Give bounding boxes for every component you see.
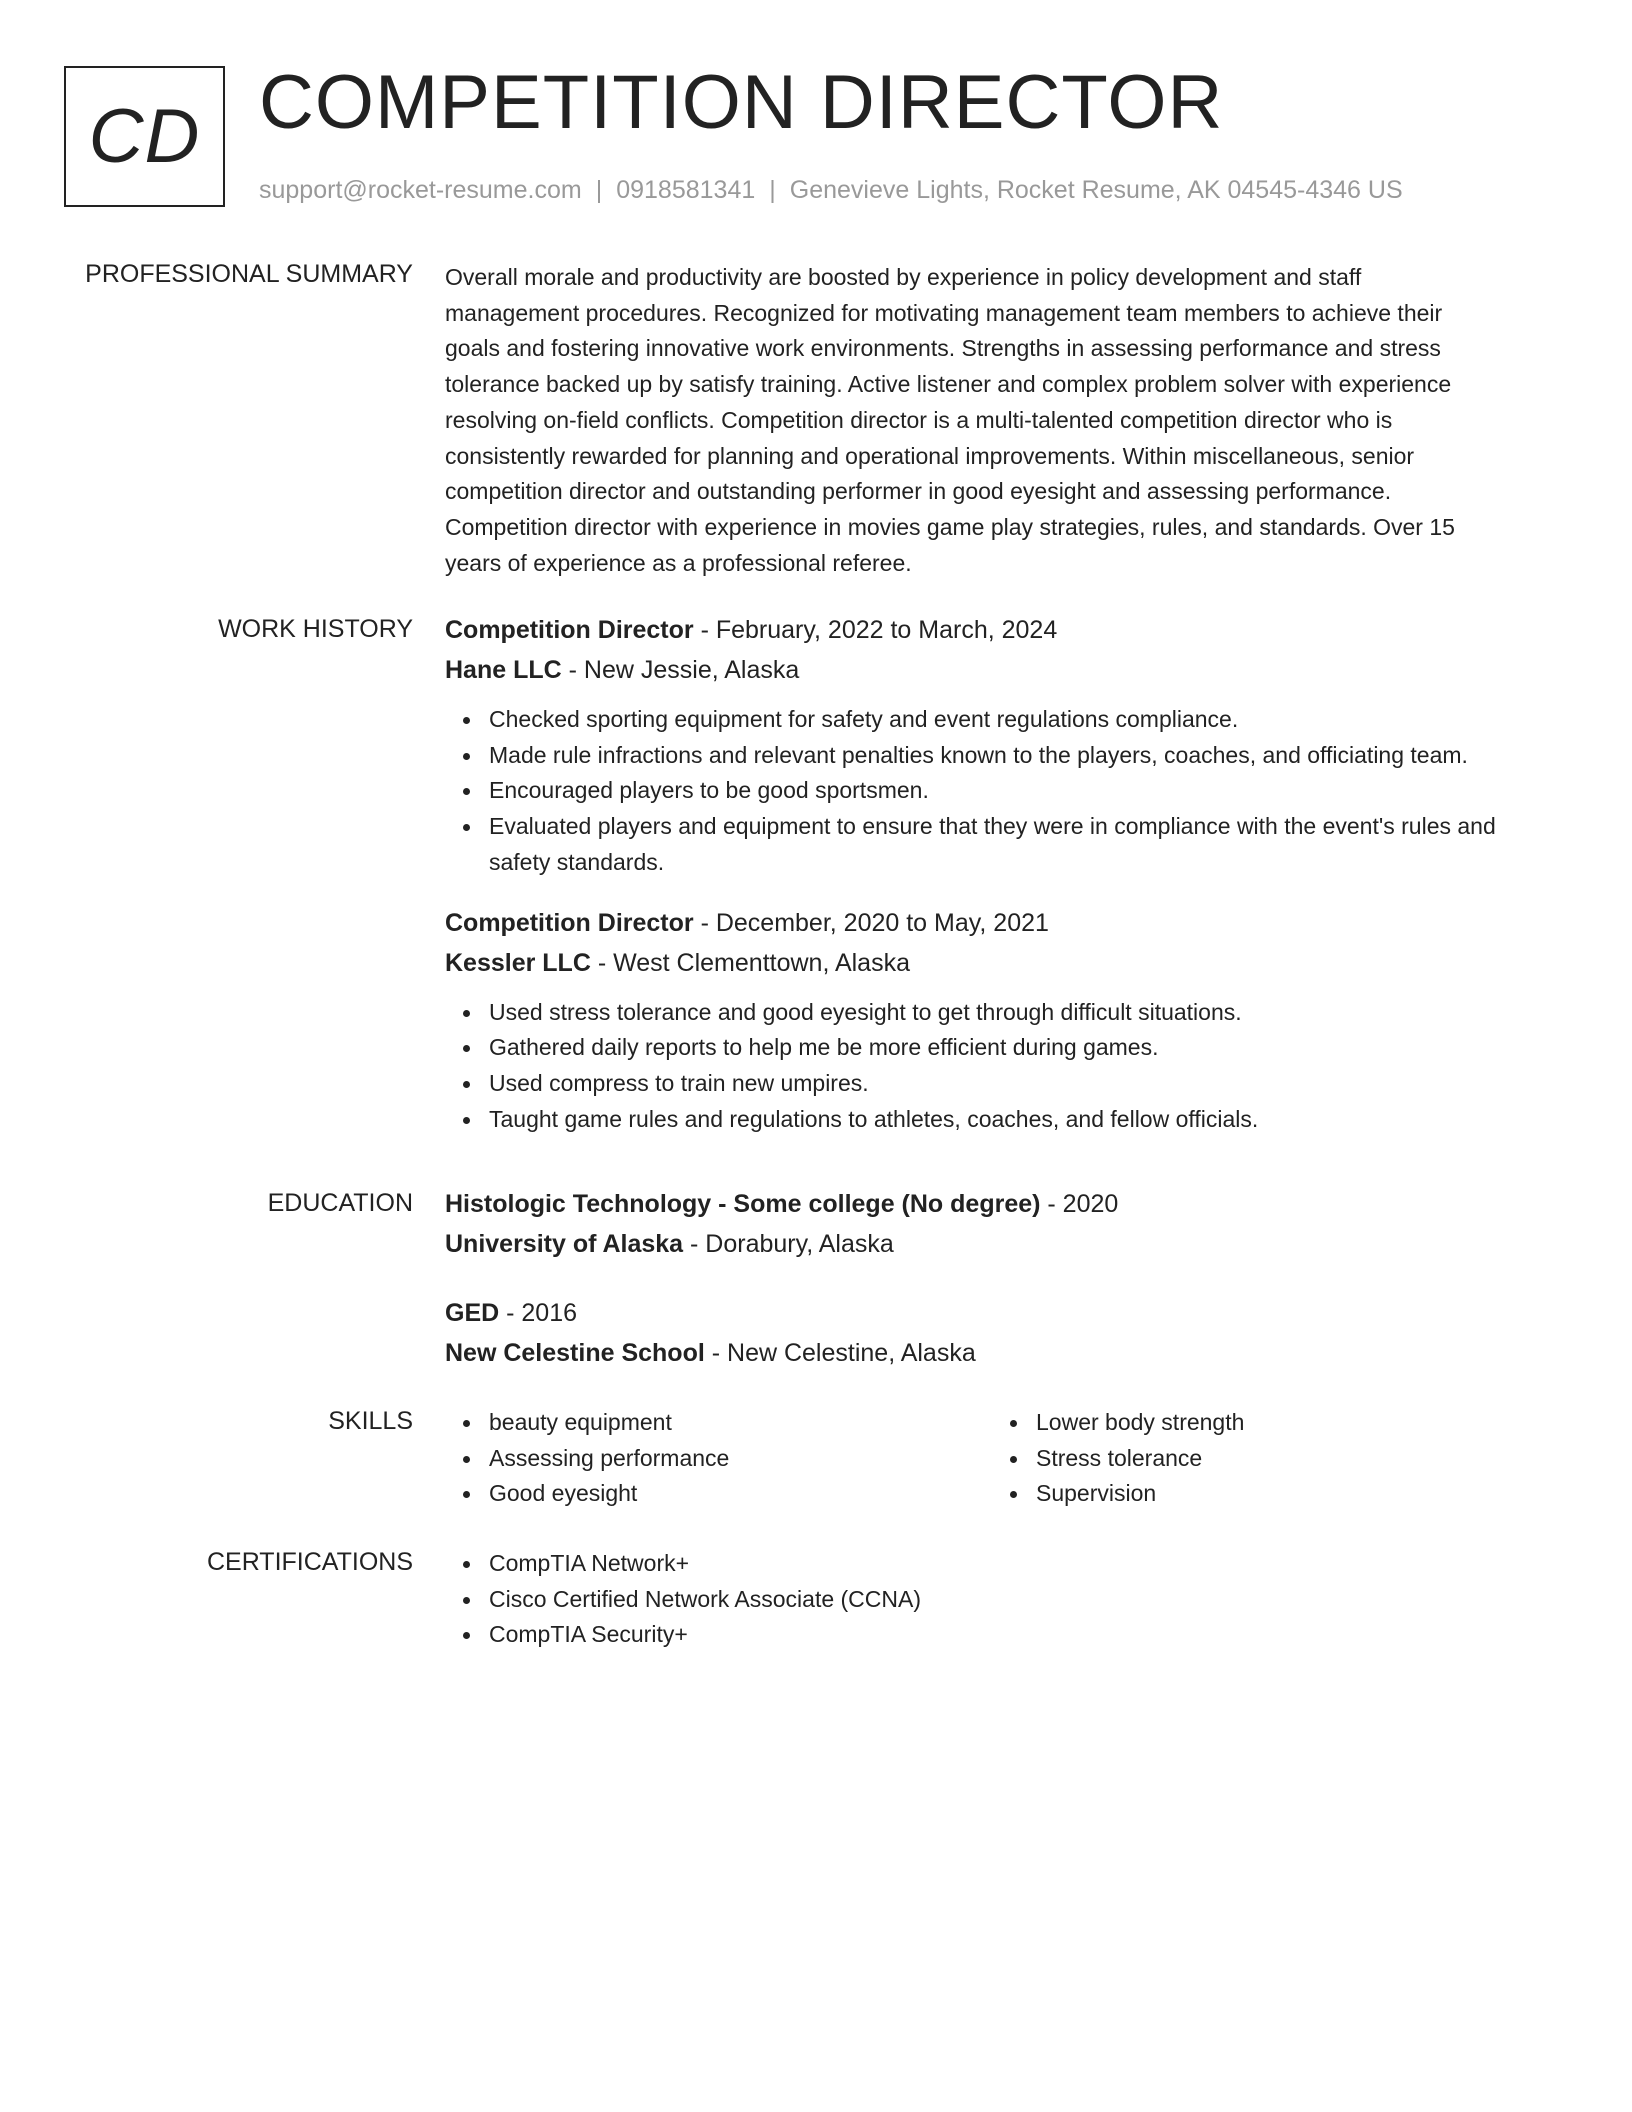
summary-body <box>445 260 1545 581</box>
job-dates: - February, 2022 to March, 2024 <box>693 616 1058 644</box>
job-bullet: Used stress tolerance and good eyesight to get through difficult situations. <box>489 995 1545 1031</box>
skill-item: Good eyesight <box>489 1476 992 1512</box>
job-entry <box>445 610 1545 881</box>
monogram-box <box>64 66 225 207</box>
job-location: - New Jessie, Alaska <box>561 656 800 684</box>
certifications-list <box>445 1546 1545 1653</box>
skill-item: beauty equipment <box>489 1405 992 1441</box>
job-company-line <box>445 943 1545 983</box>
skills-list <box>992 1405 1539 1512</box>
education-school: University of Alaska <box>445 1230 684 1258</box>
education-degree: Histologic Technology - Some college (No degree) <box>445 1190 1041 1218</box>
contact-separator: | <box>769 176 776 204</box>
education-entry <box>445 1184 1545 1264</box>
job-title: Competition Director <box>445 616 694 644</box>
skills-label: SKILLS <box>328 1407 413 1435</box>
summary-line: competition director and outstanding performer in good eyesight and assessing performance. <box>445 478 1392 505</box>
skills-grid <box>445 1405 1545 1512</box>
skills-list <box>445 1405 992 1512</box>
skills-body <box>445 1405 1545 1512</box>
job-title-line <box>445 903 1545 943</box>
job-bullets <box>445 702 1545 881</box>
job-bullets <box>445 995 1545 1138</box>
summary-line: goals and fostering innovative work environments. Strengths in assessing performance and stress <box>445 335 1441 362</box>
education-body <box>445 1184 1545 1373</box>
page-title: COMPETITION DIRECTOR <box>259 60 1224 145</box>
job-title: Competition Director <box>445 908 694 937</box>
monogram-initials: CD <box>88 94 201 179</box>
contact-phone: 0918581341 <box>616 176 756 204</box>
job-bullet: Checked sporting equipment for safety and event regulations compliance. <box>489 702 1545 738</box>
skill-item: Assessing performance <box>489 1441 992 1477</box>
job-bullet: Encouraged players to be good sportsmen. <box>489 773 1545 809</box>
job-bullet: Used compress to train new umpires. <box>489 1066 1545 1102</box>
contact-line <box>259 174 1403 206</box>
work-history-body <box>445 610 1545 1137</box>
job-company: Hane LLC <box>445 656 562 684</box>
education-entry <box>445 1293 1545 1373</box>
education-school-line <box>445 1333 1545 1373</box>
education-school: New Celestine School <box>445 1339 705 1367</box>
job-company-line <box>445 650 1545 690</box>
summary-line: Competition director with experience in movies game play strategies, rules, and standards. Over 15 <box>445 513 1455 540</box>
job-company: Kessler LLC <box>445 948 591 977</box>
education-degree-line <box>445 1293 1545 1333</box>
summary-line: resolving on-field conflicts. Competition director is a multi-talented competition director who is <box>445 406 1393 433</box>
summary-line: years of experience as a professional referee. <box>445 549 912 576</box>
job-title-line <box>445 610 1545 650</box>
certification-item: Cisco Certified Network Associate (CCNA) <box>489 1582 1545 1618</box>
certification-item: CompTIA Security+ <box>489 1617 1545 1653</box>
skill-item: Lower body strength <box>1036 1405 1539 1441</box>
work-history-label: WORK HISTORY <box>218 615 413 643</box>
education-label: EDUCATION <box>267 1189 413 1217</box>
education-year: - 2016 <box>499 1299 578 1327</box>
job-bullet: Taught game rules and regulations to athletes, coaches, and fellow officials. <box>489 1102 1545 1138</box>
certifications-body <box>445 1546 1545 1653</box>
education-degree-line <box>445 1184 1545 1224</box>
skills-column-right <box>992 1405 1539 1512</box>
skill-item: Supervision <box>1036 1476 1539 1512</box>
skill-item: Stress tolerance <box>1036 1441 1539 1477</box>
contact-separator: | <box>595 176 603 204</box>
summary-line: Overall morale and productivity are boosted by experience in policy development and staff <box>445 264 1362 290</box>
summary-line: consistently rewarded for planning and operational improvements. Within miscellaneous, senior <box>445 442 1415 469</box>
job-bullet: Evaluated players and equipment to ensure that they were in compliance with the event's rules and safety standards. <box>489 809 1545 880</box>
education-location: - New Celestine, Alaska <box>704 1339 976 1367</box>
contact-email: support@rocket-resume.com <box>259 176 582 204</box>
education-school-line <box>445 1224 1545 1264</box>
job-bullet: Gathered daily reports to help me be more efficient during games. <box>489 1030 1545 1066</box>
education-location: - Dorabury, Alaska <box>683 1230 894 1258</box>
job-dates: - December, 2020 to May, 2021 <box>693 908 1049 937</box>
job-bullet: Made rule infractions and relevant penalties known to the players, coaches, and officiating team. <box>489 738 1545 774</box>
summary-line: management procedures. Recognized for motivating management team members to achieve their <box>445 299 1443 326</box>
education-year: - 2020 <box>1040 1190 1119 1218</box>
job-entry <box>445 903 1545 1138</box>
certifications-label: CERTIFICATIONS <box>206 1548 413 1576</box>
job-location: - West Clementtown, Alaska <box>590 948 910 977</box>
summary-text <box>445 260 1545 581</box>
education-degree: GED <box>445 1299 500 1327</box>
summary-line: tolerance backed up by satisfy training. Active listener and complex problem solver with experience <box>445 371 1452 398</box>
skills-column-left <box>445 1405 992 1512</box>
contact-address: Genevieve Lights, Rocket Resume, AK 04545-4346 US <box>789 176 1403 204</box>
certification-item: CompTIA Network+ <box>489 1546 1545 1582</box>
summary-label: PROFESSIONAL SUMMARY <box>85 260 413 288</box>
